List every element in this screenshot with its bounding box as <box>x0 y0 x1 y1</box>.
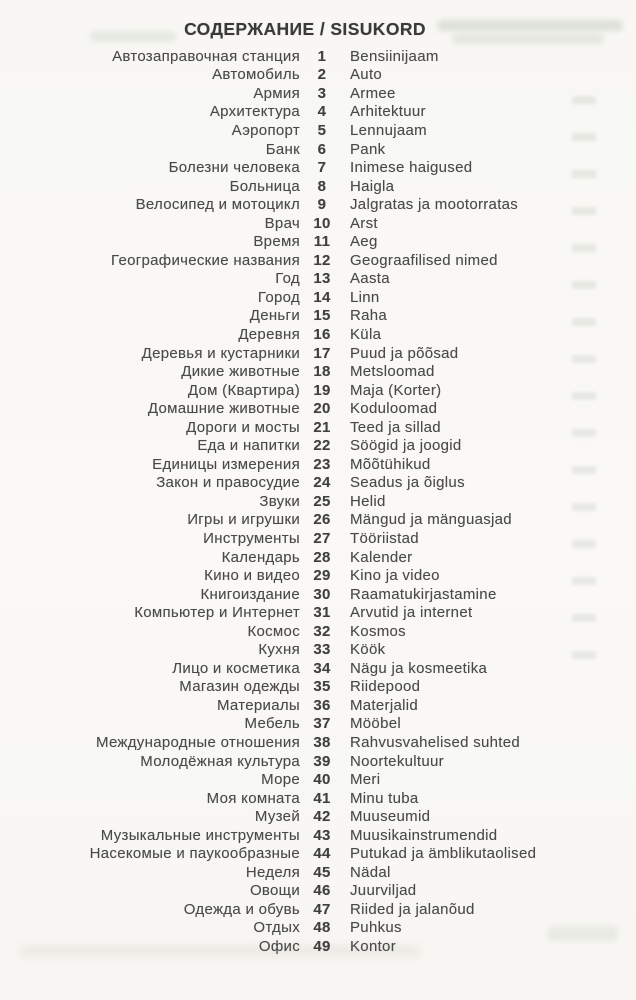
toc-chapter-number: 48 <box>313 919 331 937</box>
toc-estonian-term: Kosmos <box>350 622 406 640</box>
toc-russian-term: Моя комната <box>206 789 300 807</box>
toc-estonian-term: Köök <box>350 641 386 659</box>
toc-row <box>0 622 636 641</box>
toc-row <box>0 436 636 455</box>
toc-estonian-term: Puhkus <box>350 919 402 937</box>
toc-row <box>0 177 636 196</box>
toc-russian-term: Звуки <box>259 492 300 510</box>
toc-russian-term: Армия <box>253 84 300 102</box>
toc-chapter-number: 35 <box>313 678 331 696</box>
toc-estonian-term: Kontor <box>350 938 396 956</box>
toc-row <box>0 585 636 604</box>
toc-russian-term: Закон и правосудие <box>156 474 300 492</box>
toc-russian-term: Насекомые и паукообразные <box>89 845 300 863</box>
toc-estonian-term: Geograafilised nimed <box>350 251 498 269</box>
toc-russian-term: Одежда и обувь <box>183 900 300 918</box>
toc-chapter-number: 8 <box>317 177 327 195</box>
toc-estonian-term: Riidepood <box>350 678 421 696</box>
toc-estonian-term: Kino ja video <box>350 567 440 585</box>
toc-estonian-term: Aasta <box>350 270 390 288</box>
toc-russian-term: Неделя <box>245 863 300 881</box>
toc-russian-term: Календарь <box>221 548 300 566</box>
toc-estonian-term: Arhitektuur <box>350 103 426 121</box>
toc-row <box>0 195 636 214</box>
toc-chapter-number: 21 <box>313 418 331 436</box>
toc-estonian-term: Putukad ja ämblikutaolised <box>350 845 537 863</box>
toc-chapter-number: 49 <box>313 938 331 956</box>
toc-row <box>0 826 636 845</box>
toc-chapter-number: 28 <box>313 548 331 566</box>
toc-row <box>0 455 636 474</box>
toc-chapter-number: 29 <box>313 567 331 585</box>
toc-row <box>0 511 636 530</box>
toc-russian-term: Инструменты <box>203 529 300 547</box>
toc-estonian-term: Muuseumid <box>350 808 431 826</box>
toc-row <box>0 603 636 622</box>
toc-russian-term: Автозаправочная станция <box>112 47 300 65</box>
toc-chapter-number: 38 <box>313 734 331 751</box>
toc-chapter-number: 42 <box>313 808 331 826</box>
toc-row <box>0 492 636 511</box>
toc-chapter-number: 6 <box>317 140 327 158</box>
toc-row <box>0 641 636 660</box>
toc-estonian-term: Minu tuba <box>350 789 419 807</box>
toc-chapter-number: 37 <box>313 715 331 733</box>
toc-chapter-number: 27 <box>313 529 331 547</box>
toc-chapter-number: 25 <box>313 492 331 510</box>
toc-chapter-number: 10 <box>313 214 331 232</box>
toc-chapter-number: 24 <box>313 474 331 492</box>
toc-estonian-term: Riided ja jalanõud <box>350 900 475 918</box>
toc-chapter-number: 23 <box>313 455 331 473</box>
toc-row <box>0 845 636 864</box>
toc-russian-term: Деревья и кустарники <box>141 344 300 362</box>
toc-list <box>0 47 636 956</box>
toc-estonian-term: Arvutid ja internet <box>350 604 473 622</box>
toc-estonian-term: Mõõtühikud <box>350 455 431 473</box>
toc-russian-term: Автомобиль <box>212 66 300 84</box>
toc-row <box>0 882 636 901</box>
toc-russian-term: Кино и видео <box>204 567 300 585</box>
toc-estonian-term: Arst <box>350 214 378 232</box>
toc-row <box>0 140 636 159</box>
toc-chapter-number: 12 <box>313 251 331 269</box>
toc-russian-term: Молодёжная культура <box>140 752 300 770</box>
toc-russian-term: Деньги <box>249 307 300 325</box>
toc-russian-term: Овощи <box>249 882 300 900</box>
toc-chapter-number: 17 <box>313 344 331 362</box>
toc-chapter-number: 15 <box>313 307 331 325</box>
toc-estonian-term: Inimese haigused <box>350 159 473 177</box>
toc-row <box>0 381 636 400</box>
toc-chapter-number: 45 <box>313 863 331 881</box>
toc-row <box>0 232 636 251</box>
toc-russian-term: Музей <box>254 808 300 826</box>
toc-row <box>0 307 636 326</box>
toc-row <box>0 66 636 85</box>
toc-chapter-number: 11 <box>313 233 331 251</box>
toc-row <box>0 121 636 140</box>
toc-estonian-term: Aeg <box>350 233 378 251</box>
toc-estonian-term: Küla <box>350 325 382 343</box>
toc-row <box>0 288 636 307</box>
toc-russian-term: Книгоиздание <box>200 585 300 603</box>
toc-row <box>0 158 636 177</box>
toc-estonian-term: Jalgratas ja mootorratas <box>350 196 519 214</box>
toc-russian-term: Море <box>261 771 300 789</box>
toc-estonian-term: Seadus ja õiglus <box>350 474 465 492</box>
toc-russian-term: Компьютер и Интернет <box>134 604 300 622</box>
toc-estonian-term: Lennujaam <box>350 121 427 139</box>
toc-chapter-number: 19 <box>313 381 331 399</box>
toc-russian-term: Космос <box>247 622 300 640</box>
toc-chapter-number: 18 <box>313 363 331 381</box>
toc-chapter-number: 30 <box>313 585 331 603</box>
toc-row <box>0 325 636 344</box>
toc-estonian-term: Auto <box>350 66 383 84</box>
toc-estonian-term: Helid <box>350 492 386 510</box>
toc-estonian-term: Juurviljad <box>350 882 417 900</box>
toc-chapter-number: 4 <box>317 103 327 121</box>
toc-row <box>0 696 636 715</box>
toc-russian-term: Город <box>257 288 300 306</box>
toc-chapter-number: 5 <box>317 121 327 139</box>
toc-row <box>0 529 636 548</box>
toc-estonian-term: Haigla <box>350 177 395 195</box>
toc-russian-term: Музыкальные инструменты <box>100 826 300 844</box>
toc-estonian-term: Mööbel <box>350 715 401 733</box>
toc-row <box>0 84 636 103</box>
page-title: СОДЕРЖАНИЕ / SISUKORD <box>184 19 426 39</box>
toc-russian-term: Архитектура <box>209 103 300 121</box>
toc-row <box>0 47 636 66</box>
toc-russian-term: Отдых <box>253 919 300 937</box>
toc-chapter-number: 44 <box>313 845 331 863</box>
toc-estonian-term: Meri <box>350 771 381 789</box>
toc-estonian-term: Raamatukirjastamine <box>350 585 497 603</box>
toc-estonian-term: Kalender <box>350 548 413 566</box>
toc-chapter-number: 26 <box>313 511 331 529</box>
toc-row <box>0 103 636 122</box>
toc-row <box>0 789 636 808</box>
toc-russian-term: Больница <box>229 177 300 195</box>
toc-row <box>0 733 636 752</box>
toc-russian-term: Географические названия <box>111 251 300 269</box>
toc-russian-term: Год <box>275 270 300 288</box>
toc-row <box>0 659 636 678</box>
toc-row <box>0 399 636 418</box>
toc-chapter-number: 34 <box>313 659 331 677</box>
toc-estonian-term: Teed ja sillad <box>350 418 441 436</box>
toc-row <box>0 678 636 697</box>
toc-chapter-number: 31 <box>313 604 331 622</box>
toc-russian-term: Аэропорт <box>231 121 300 139</box>
toc-chapter-number: 36 <box>313 696 331 714</box>
toc-row <box>0 270 636 289</box>
toc-russian-term: Врач <box>264 214 300 232</box>
toc-estonian-term: Noortekultuur <box>350 752 444 770</box>
toc-chapter-number: 16 <box>313 325 331 343</box>
toc-estonian-term: Bensiinijaam <box>350 47 439 65</box>
toc-russian-term: Офис <box>258 938 300 956</box>
toc-chapter-number: 13 <box>313 270 331 288</box>
toc-russian-term: Болезни человека <box>168 159 300 177</box>
toc-chapter-number: 39 <box>313 752 331 770</box>
toc-row <box>0 770 636 789</box>
toc-chapter-number: 9 <box>317 196 327 214</box>
toc-russian-term: Домашние животные <box>147 400 300 418</box>
toc-row <box>0 214 636 233</box>
toc-row <box>0 807 636 826</box>
toc-row <box>0 344 636 363</box>
toc-chapter-number: 47 <box>313 900 331 918</box>
toc-russian-term: Единицы измерения <box>152 455 300 473</box>
toc-russian-term: Велосипед и мотоцикл <box>135 196 300 214</box>
toc-russian-term: Дороги и мосты <box>186 418 300 436</box>
toc-russian-term: Материалы <box>216 696 300 714</box>
toc-russian-term: Мебель <box>244 715 300 733</box>
toc-row <box>0 752 636 771</box>
toc-chapter-number: 43 <box>313 826 331 844</box>
toc-chapter-number: 1 <box>317 47 327 65</box>
toc-chapter-number: 46 <box>313 882 331 900</box>
toc-chapter-number: 33 <box>313 641 331 659</box>
toc-russian-term: Еда и напитки <box>197 437 300 455</box>
toc-row <box>0 715 636 734</box>
toc-row <box>0 566 636 585</box>
toc-estonian-term: Pank <box>350 140 386 158</box>
toc-estonian-term: Metsloomad <box>350 363 435 381</box>
toc-row <box>0 900 636 919</box>
toc-estonian-term: Söögid ja joogid <box>350 437 462 455</box>
toc-estonian-term: Maja (Korter) <box>350 381 442 399</box>
toc-chapter-number: 2 <box>317 66 327 84</box>
toc-chapter-number: 22 <box>313 437 331 455</box>
toc-row <box>0 418 636 437</box>
toc-russian-term: Дикие животные <box>181 363 300 381</box>
toc-row <box>0 863 636 882</box>
toc-russian-term: Дом (Квартира) <box>187 381 300 399</box>
toc-estonian-term: Raha <box>350 307 388 325</box>
toc-row <box>0 474 636 493</box>
toc-estonian-term: Rahvusvahelised suhted <box>350 734 521 751</box>
toc-estonian-term: Mängud ja mänguasjad <box>350 511 512 529</box>
toc-russian-term: Время <box>253 233 300 251</box>
toc-russian-term: Международные отношения <box>95 734 300 751</box>
toc-estonian-term: Puud ja põõsad <box>350 344 459 362</box>
toc-row <box>0 919 636 938</box>
toc-chapter-number: 41 <box>313 789 331 807</box>
toc-estonian-term: Nägu ja kosmeetika <box>350 659 488 677</box>
toc-russian-term: Магазин одежды <box>179 678 300 696</box>
toc-estonian-term: Koduloomad <box>350 400 438 418</box>
toc-row <box>0 251 636 270</box>
toc-row <box>0 548 636 567</box>
toc-estonian-term: Muusikainstrumendid <box>350 826 498 844</box>
toc-russian-term: Лицо и косметика <box>172 659 300 677</box>
toc-russian-term: Игры и игрушки <box>187 511 300 529</box>
toc-chapter-number: 14 <box>313 288 331 306</box>
toc-russian-term: Кухня <box>258 641 300 659</box>
toc-russian-term: Банк <box>265 140 300 158</box>
toc-chapter-number: 20 <box>313 400 331 418</box>
toc-row <box>0 362 636 381</box>
toc-estonian-term: Armee <box>350 84 396 102</box>
toc-row <box>0 937 636 956</box>
toc-estonian-term: Linn <box>350 288 380 306</box>
toc-chapter-number: 40 <box>313 771 331 789</box>
toc-chapter-number: 32 <box>313 622 331 640</box>
toc-estonian-term: Nädal <box>350 863 391 881</box>
toc-estonian-term: Tööriistad <box>350 529 419 547</box>
page-header <box>0 19 636 40</box>
toc-russian-term: Деревня <box>238 325 300 343</box>
toc-chapter-number: 7 <box>317 159 327 177</box>
toc-chapter-number: 3 <box>317 84 327 102</box>
toc-estonian-term: Materjalid <box>350 696 419 714</box>
